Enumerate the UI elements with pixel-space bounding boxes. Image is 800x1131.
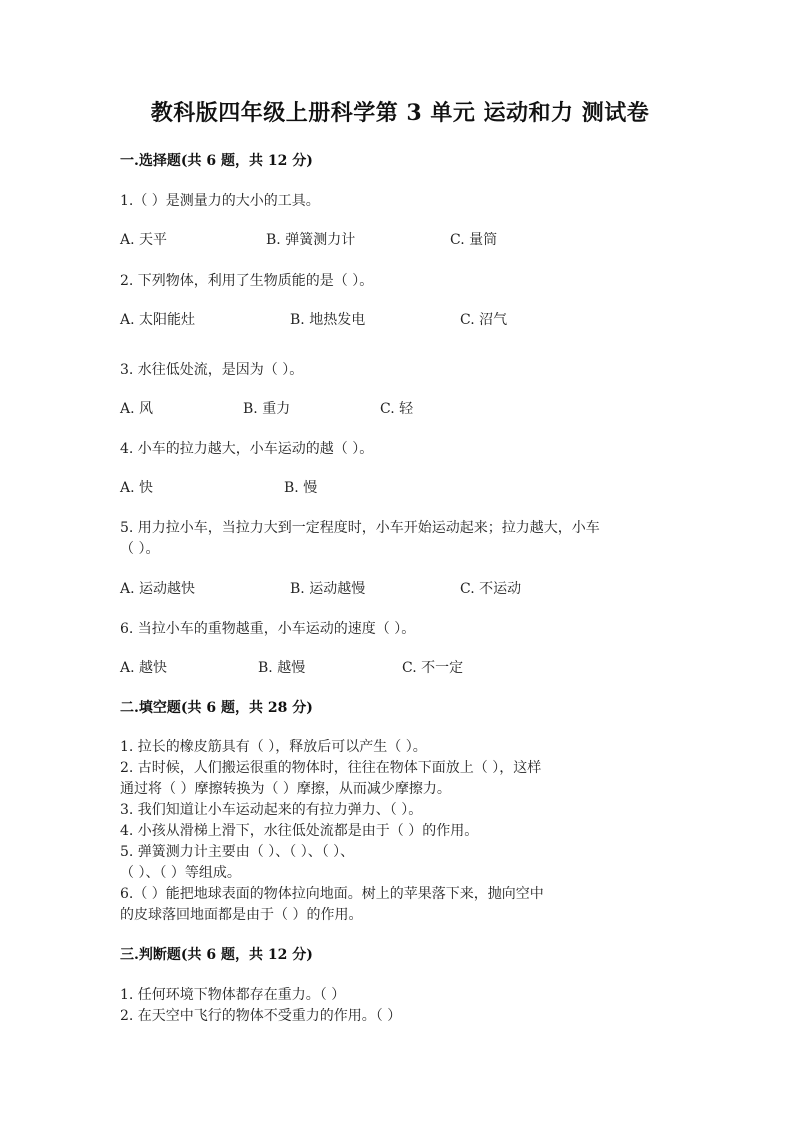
option-c: C. 不一定: [402, 660, 464, 676]
option-b: B. 弹簧测力计: [266, 232, 356, 248]
option-b: B. 运动越慢: [290, 581, 366, 597]
option-b: B. 重力: [243, 401, 291, 417]
question-text: 6. 当拉小车的重物越重，小车运动的速度（ ）。: [120, 621, 416, 637]
option-c: C. 沼气: [460, 312, 508, 328]
option-a: A. 太阳能灶: [120, 312, 196, 328]
fill-line: 2. 古时候，人们搬运很重的物体时，往往在物体下面放上（ ），这样: [120, 760, 542, 776]
option-a: A. 天平: [120, 232, 168, 248]
fill-line: 6.（ ）能把地球表面的物体拉向地面。树上的苹果落下来，抛向空中: [120, 886, 544, 902]
question-text: 3. 水往低处流，是因为（ ）。: [120, 362, 304, 378]
judge-line: 2. 在天空中飞行的物体不受重力的作用。（ ）: [120, 1008, 402, 1024]
question-text-line2: （ ）。: [120, 541, 160, 557]
question-text: 1.（ ）是测量力的大小的工具。: [120, 193, 320, 209]
option-a: A. 运动越快: [120, 581, 196, 597]
question-text: 2. 下列物体，利用了生物质能的是（ ）。: [120, 273, 374, 289]
section-heading-fill: 二.填空题(共 6 题，共 28 分): [120, 700, 313, 716]
fill-line: 3. 我们知道让小车运动起来的有拉力弹力、（ ）。: [120, 802, 423, 818]
fill-line: 通过将（ ）摩擦转换为（ ）摩擦，从而减少摩擦力。: [120, 781, 451, 797]
option-b: B. 慢: [284, 480, 318, 496]
page-title: 教科版四年级上册科学第 3 单元 运动和力 测试卷: [150, 100, 650, 126]
option-c: C. 轻: [380, 401, 414, 417]
question-text: 4. 小车的拉力越大，小车运动的越（ ）。: [120, 441, 374, 457]
section-heading-judge: 三.判断题(共 6 题，共 12 分): [120, 947, 313, 963]
fill-line: 1. 拉长的橡皮筋具有（ ），释放后可以产生（ ）。: [120, 739, 427, 755]
judge-line: 1. 任何环境下物体都存在重力。（ ）: [120, 987, 346, 1003]
option-b: B. 越慢: [258, 660, 306, 676]
option-c: C. 不运动: [460, 581, 522, 597]
option-c: C. 量筒: [450, 232, 498, 248]
fill-line: 4. 小孩从滑梯上滑下，水往低处流都是由于（ ）的作用。: [120, 823, 479, 839]
option-b: B. 地热发电: [290, 312, 366, 328]
question-text-line1: 5. 用力拉小车，当拉力大到一定程度时，小车开始运动起来；拉力越大，小车: [120, 520, 600, 536]
fill-line: 5. 弹簧测力计主要由（ ）、（ ）、（ ）、: [120, 844, 355, 860]
option-a: A. 越快: [120, 660, 168, 676]
option-a: A. 快: [120, 480, 154, 496]
fill-line: 的皮球落回地面都是由于（ ）的作用。: [120, 907, 363, 923]
fill-line: （ ）、（ ）等组成。: [120, 865, 241, 881]
section-heading-choice: 一.选择题(共 6 题，共 12 分): [120, 153, 313, 169]
option-a: A. 风: [120, 401, 154, 417]
